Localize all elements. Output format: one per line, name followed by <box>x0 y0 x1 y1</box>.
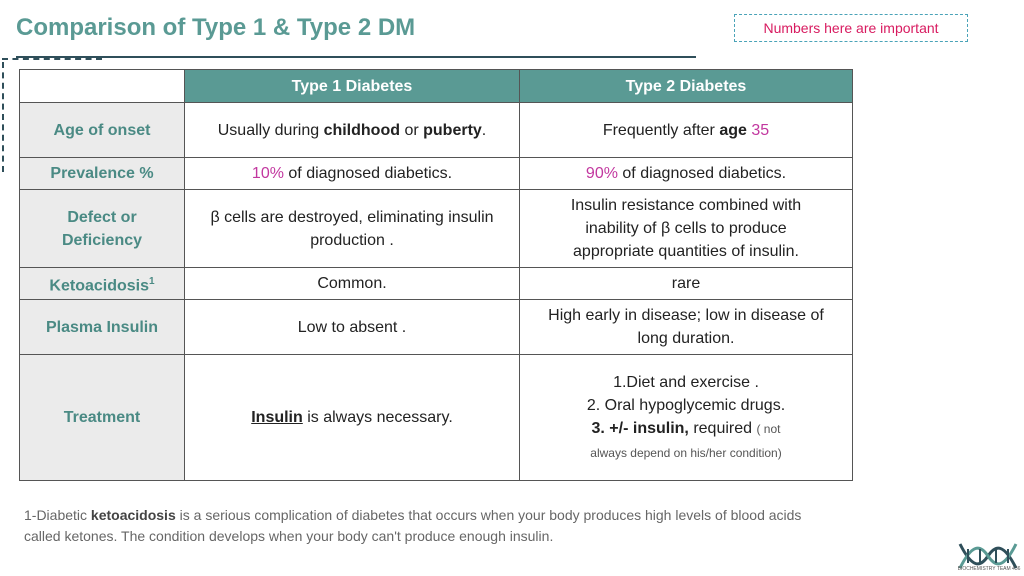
table-header-row <box>20 70 853 103</box>
cell-type1-age-of-onset: Usually during childhood or puberty. <box>185 103 520 158</box>
important-note-box <box>734 14 968 42</box>
table-row-treatment <box>20 355 853 481</box>
table-corner-cell <box>20 70 185 103</box>
cell-type1-plasma-insulin: Low to absent . <box>185 300 520 355</box>
cell-type2-ketoacidosis: rare <box>520 268 853 300</box>
cell-type2-plasma-insulin: High early in disease; low in disease of long duration. <box>520 300 853 355</box>
header-type1: Type 1 Diabetes <box>185 70 520 103</box>
cell-type1-prevalence: 10% of diagnosed diabetics. <box>185 158 520 190</box>
cell-type1-ketoacidosis: Common. <box>185 268 520 300</box>
cell-type2-defect: Insulin resistance combined with inability of β cells to produce appropriate quantities of insulin. <box>520 190 853 268</box>
cell-type2-treatment: 1.Diet and exercise . 2. Oral hypoglycemic drugs. 3. +/- insulin, required ( not always depend on his/her condition) <box>520 355 853 481</box>
footnote: 1-Diabetic ketoacidosis is a serious complication of diabetes that occurs when your body produces high levels of blood acids called ketones. The condition develops when your body can't produce enough insulin. <box>24 507 802 544</box>
decorative-dashed-column <box>2 62 4 172</box>
row-label-plasma-insulin: Plasma Insulin <box>20 300 185 355</box>
cell-type1-treatment: Insulin is always necessary. <box>185 355 520 481</box>
decorative-dashed-line <box>2 58 102 60</box>
row-label-treatment: Treatment <box>20 355 185 481</box>
row-label-prevalence: Prevalence % <box>20 158 185 190</box>
logo-caption: BIOCHEMISTRY TEAM 436 <box>957 566 1021 572</box>
header-type2: Type 2 Diabetes <box>520 70 853 103</box>
row-label-age-of-onset: Age of onset <box>20 103 185 158</box>
comparison-table <box>19 69 853 481</box>
table-row-plasma-insulin <box>20 300 853 355</box>
cell-type2-age-of-onset: Frequently after age 35 <box>520 103 853 158</box>
table-row-ketoacidosis <box>20 268 853 300</box>
row-label-defect: Defect or Deficiency <box>20 190 185 268</box>
row-label-ketoacidosis: Ketoacidosis$^1$ <box>20 268 185 300</box>
table-row-defect <box>20 190 853 268</box>
table-row-age-of-onset <box>20 103 853 158</box>
page-title: Comparison of Type 1 & Type 2 DM <box>16 14 416 41</box>
important-note-text: Numbers here are important <box>763 20 939 36</box>
cell-type2-prevalence: 90% of diagnosed diabetics. <box>520 158 853 190</box>
title-underline <box>16 56 696 58</box>
table-row-prevalence <box>20 158 853 190</box>
cell-type1-defect: β cells are destroyed, eliminating insulin production . <box>185 190 520 268</box>
